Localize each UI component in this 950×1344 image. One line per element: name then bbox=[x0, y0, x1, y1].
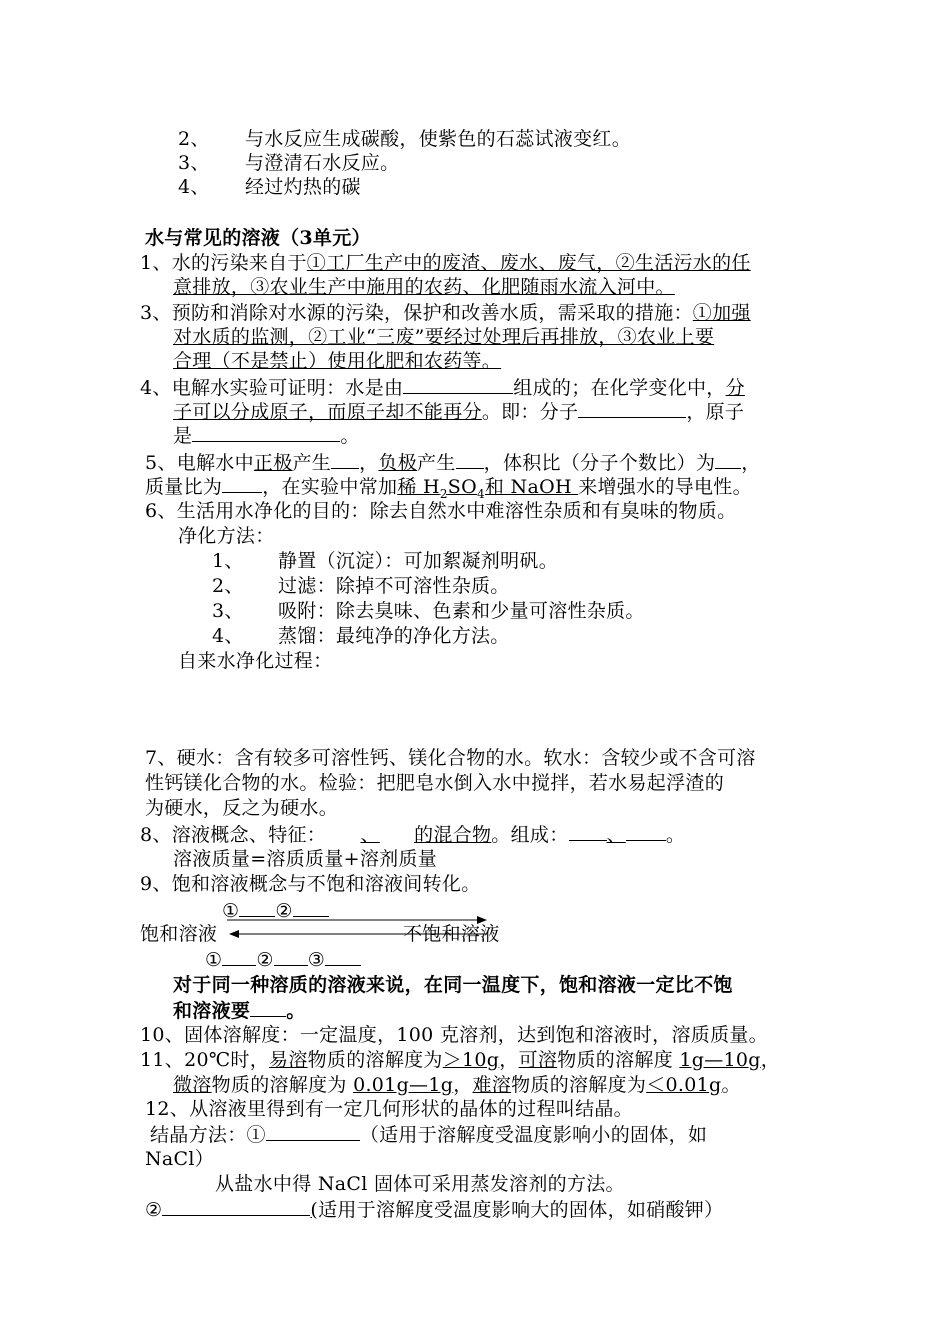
item-9-text: 9、饱和溶液概念与不饱和溶液间转化。 bbox=[140, 873, 481, 895]
item-3-line-3: 合理（不是禁止）使用化肥和农药等。 bbox=[173, 350, 502, 372]
method-text: 蒸馏：最纯净的净化方法。 bbox=[278, 625, 510, 647]
list-item-text: 经过灼热的碳 bbox=[245, 176, 361, 198]
list-number: 4、 bbox=[178, 176, 210, 198]
item-10-text: 10、固体溶解度：一定温度，100 克溶剂，达到饱和溶液时，溶质质量。 bbox=[140, 1024, 768, 1046]
list-item-text: 与澄清石水反应。 bbox=[245, 152, 400, 174]
method-text: 静置（沉淀）：可加絮凝剂明矾。 bbox=[278, 550, 559, 572]
method-text: 吸附：除去臭味、色素和少量可溶性杂质。 bbox=[278, 600, 645, 622]
method-number: 3、 bbox=[212, 600, 244, 622]
method-number: 2、 bbox=[212, 575, 244, 597]
bold-note-line-2: 和溶液要 。 bbox=[173, 1000, 306, 1022]
method-number: 4、 bbox=[212, 625, 244, 647]
list-item bbox=[178, 127, 210, 152]
item-4-line-3: 是 。 bbox=[173, 425, 360, 447]
item-8-formula: 溶液质量=溶质质量+溶剂质量 bbox=[173, 848, 438, 870]
salt-note: 从盐水中得 NaCl 固体可采用蒸发溶剂的方法。 bbox=[215, 1173, 625, 1195]
item-11-line-1: 11、20℃时，易溶物质的溶解度为＞10g，可溶物质的溶解度 1g—10g， bbox=[140, 1049, 781, 1071]
crystallization-method-2: ② (适用于溶解度受温度影响大的固体，如硝酸钾） bbox=[145, 1199, 724, 1221]
arrow-left-head bbox=[229, 930, 239, 938]
item-1-line-1: 1、水的污染来自于①工厂生产中的废渣、废水、废气，②生活污水的任 bbox=[140, 252, 751, 274]
list-number: 3、 bbox=[178, 152, 210, 174]
item-6-text: 6、生活用水净化的目的：除去自然水中难溶性杂质和有臭味的物质。 bbox=[145, 500, 737, 522]
tap-water-label: 自来水净化过程： bbox=[178, 650, 333, 672]
item-4-line-2: 子可以分成原子，而原子却不能再分。即：分子 ，原子 bbox=[173, 401, 745, 423]
item-7-line-3: 为硬水，反之为硬水。 bbox=[145, 797, 339, 819]
item-3-line-1: 3、预防和消除对水源的污染，保护和改善水质，需采取的措施：①加强 bbox=[140, 302, 751, 324]
unsaturated-label: 不饱和溶液 bbox=[403, 923, 500, 945]
conversion-bottom-conditions: ① ② ③ bbox=[205, 947, 361, 973]
item-4-line-1: 4、电解水实验可证明：水是由 组成的；在化学变化中，分 bbox=[140, 377, 745, 399]
method-label: 净化方法： bbox=[178, 525, 275, 547]
list-item bbox=[178, 175, 210, 200]
section-title: 水与常见的溶液（3单元） bbox=[145, 227, 371, 249]
item-5-line-1: 5、电解水中正极产生 ，负极产生 ，体积比（分子个数比）为 ， bbox=[145, 452, 761, 474]
list-item-text: 与水反应生成碳酸，使紫色的石蕊试液变红。 bbox=[245, 128, 632, 150]
conversion-top-conditions: ① ② bbox=[222, 898, 329, 924]
crystallization-method-1: 结晶方法：① （适用于溶解度受温度影响小的固体，如 bbox=[150, 1124, 708, 1146]
item-3-line-2: 对水质的监测，②工业“三废”要经过处理后再排放，③农业上要 bbox=[173, 326, 715, 348]
bold-note-line-1: 对于同一种溶质的溶液来说，在同一温度下，饱和溶液一定比不饱 bbox=[173, 974, 733, 996]
list-number: 2、 bbox=[178, 128, 210, 150]
crystallization-method-1-example: NaCl） bbox=[145, 1148, 215, 1170]
method-number: 1、 bbox=[212, 550, 244, 572]
method-text: 过滤：除掉不可溶性杂质。 bbox=[278, 575, 510, 597]
saturated-label: 饱和溶液 bbox=[140, 923, 218, 945]
list-item bbox=[178, 151, 210, 176]
item-7-line-2: 性钙镁化合物的水。检验：把肥皂水倒入水中搅拌，若水易起浮渣的 bbox=[145, 772, 725, 794]
item-5-line-2: 质量比为 ，在实验中常加稀 $H_2SO_4$和 NaOH 来增强水的导电性。 bbox=[145, 476, 752, 501]
item-7-line-1: 7、硬水：含有较多可溶性钙、镁化合物的水。软水：含较少或不含可溶 bbox=[145, 747, 756, 769]
item-8-line-1: 8、溶液概念、特征： 、 的混合物。组成： 、 。 bbox=[140, 824, 686, 846]
item-11-line-2: 微溶物质的溶解度为 0.01g—1g，难溶物质的溶解度为＜0.01g。 bbox=[173, 1074, 741, 1096]
item-12-text: 12、从溶液里得到有一定几何形状的晶体的过程叫结晶。 bbox=[145, 1098, 633, 1120]
item-1-line-2: 意排放，③农业生产中施用的农药、化肥随雨水流入河中。 bbox=[173, 276, 675, 298]
